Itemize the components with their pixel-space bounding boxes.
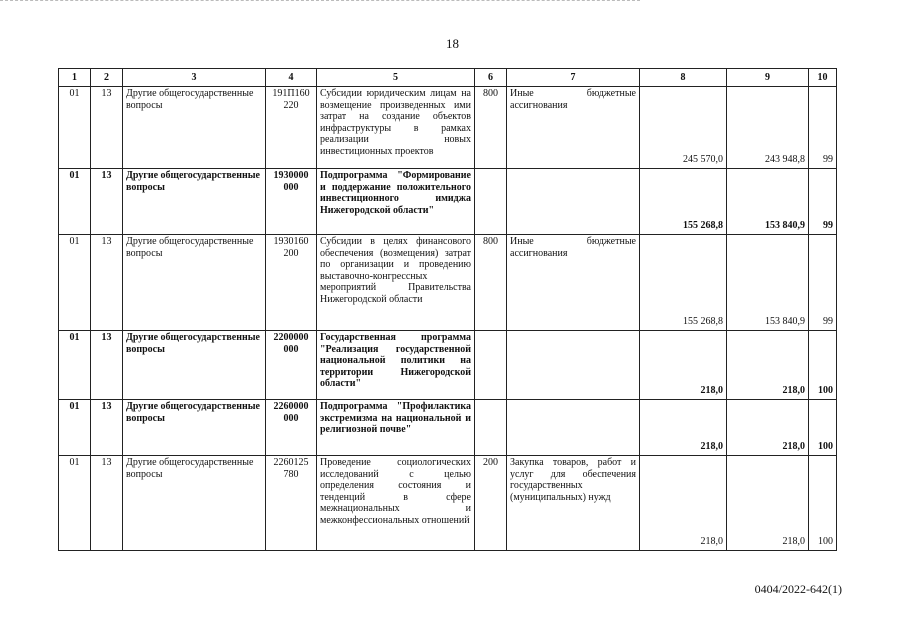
header-cell: 4: [266, 69, 317, 87]
target-article-code: 2200000 000: [266, 331, 317, 400]
scan-edge-line: [0, 0, 640, 2]
planned-amount: 155 268,8: [640, 169, 727, 235]
budget-table: [58, 68, 837, 551]
article-name: Подпрограмма "Профилактика экстремизма на национальной и религиозной почве": [317, 400, 475, 456]
execution-percent: 99: [809, 169, 837, 235]
table-row: [59, 87, 837, 169]
actual-amount: 153 840,9: [727, 235, 809, 331]
expense-type-code: [475, 400, 507, 456]
subsection-code: 13: [91, 235, 123, 331]
header-cell: 10: [809, 69, 837, 87]
section-name: Другие общегосударственные вопросы: [123, 235, 266, 331]
header-cell: 1: [59, 69, 91, 87]
planned-amount: 218,0: [640, 331, 727, 400]
execution-percent: 99: [809, 235, 837, 331]
table-header-row: [59, 69, 837, 87]
planned-amount: 245 570,0: [640, 87, 727, 169]
section-code: 01: [59, 87, 91, 169]
section-name: Другие общегосударственные вопросы: [123, 331, 266, 400]
expense-type-name: Иные бюджетные ассигнования: [507, 87, 640, 169]
article-name: Проведение социологических исследований с целью определения состояния и тенденций в сфере межнациональных и межконфессиональных отношений: [317, 456, 475, 551]
expense-type-code: 200: [475, 456, 507, 551]
section-name: Другие общегосударственные вопросы: [123, 87, 266, 169]
actual-amount: 218,0: [727, 331, 809, 400]
section-name: Другие общегосударственные вопросы: [123, 400, 266, 456]
actual-amount: 243 948,8: [727, 87, 809, 169]
actual-amount: 153 840,9: [727, 169, 809, 235]
page-number: 18: [446, 36, 459, 51]
subsection-code: 13: [91, 87, 123, 169]
execution-percent: 100: [809, 331, 837, 400]
planned-amount: 155 268,8: [640, 235, 727, 331]
expense-type-name: Закупка товаров, работ и услуг для обеспечения государственных (муниципальных) нужд: [507, 456, 640, 551]
article-name: Государственная программа "Реализация государственной национальной политики на территории Нижегородской области": [317, 331, 475, 400]
expense-type-name: [507, 331, 640, 400]
execution-percent: 100: [809, 456, 837, 551]
section-name: Другие общегосударственные вопросы: [123, 169, 266, 235]
section-name: Другие общегосударственные вопросы: [123, 456, 266, 551]
article-name: Субсидии в целях финансового обеспечения (возмещения) затрат по организации и проведению выставочно-конгрессных мероприятий Правительства Нижегородской области: [317, 235, 475, 331]
header-cell: 3: [123, 69, 266, 87]
expense-type-code: 800: [475, 235, 507, 331]
section-code: 01: [59, 456, 91, 551]
table-row: [59, 235, 837, 331]
subsection-code: 13: [91, 169, 123, 235]
header-cell: 9: [727, 69, 809, 87]
expense-type-name: Иные бюджетные ассигнования: [507, 235, 640, 331]
execution-percent: 100: [809, 400, 837, 456]
header-cell: 2: [91, 69, 123, 87]
header-cell: 8: [640, 69, 727, 87]
document-code: 0404/2022-642(1): [754, 582, 842, 596]
actual-amount: 218,0: [727, 456, 809, 551]
section-code: 01: [59, 169, 91, 235]
article-name: Подпрограмма "Формирование и поддержание положительного инвестиционного имиджа Нижегородской области": [317, 169, 475, 235]
expense-type-code: 800: [475, 87, 507, 169]
section-code: 01: [59, 400, 91, 456]
subsection-code: 13: [91, 456, 123, 551]
subsection-code: 13: [91, 331, 123, 400]
expense-type-name: [507, 400, 640, 456]
subsection-code: 13: [91, 400, 123, 456]
expense-type-code: [475, 331, 507, 400]
expense-type-code: [475, 169, 507, 235]
target-article-code: 2260125 780: [266, 456, 317, 551]
table-row: [59, 331, 837, 400]
table-row: [59, 456, 837, 551]
execution-percent: 99: [809, 87, 837, 169]
actual-amount: 218,0: [727, 400, 809, 456]
header-cell: 6: [475, 69, 507, 87]
target-article-code: 1930160 200: [266, 235, 317, 331]
section-code: 01: [59, 235, 91, 331]
table-row: [59, 169, 837, 235]
table-row: [59, 400, 837, 456]
target-article-code: 2260000 000: [266, 400, 317, 456]
section-code: 01: [59, 331, 91, 400]
expense-type-name: [507, 169, 640, 235]
target-article-code: 191П160 220: [266, 87, 317, 169]
article-name: Субсидии юридическим лицам на возмещение произведенных ими затрат на создание объектов инфраструктуры в рамках реализации новых инвестиционных проектов: [317, 87, 475, 169]
planned-amount: 218,0: [640, 456, 727, 551]
header-cell: 7: [507, 69, 640, 87]
planned-amount: 218,0: [640, 400, 727, 456]
header-cell: 5: [317, 69, 475, 87]
target-article-code: 1930000 000: [266, 169, 317, 235]
